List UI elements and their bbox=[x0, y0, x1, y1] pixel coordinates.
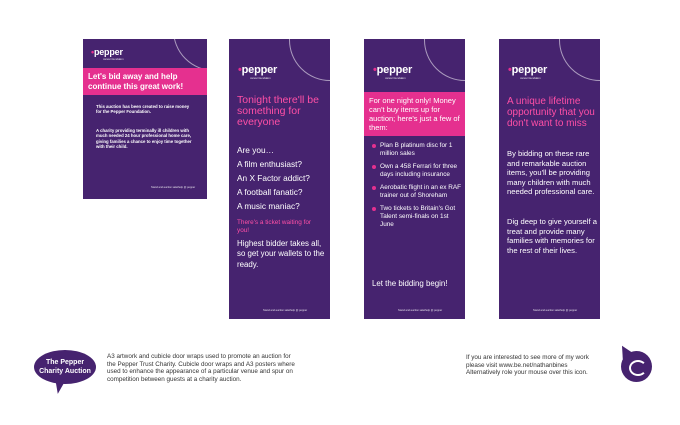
closing-text: Highest bidder takes all, so get your wallets to the ready. bbox=[237, 239, 325, 269]
poster-footer: Stand and auction sale/help @ pepper bbox=[533, 309, 578, 312]
poster-headline: Let's bid away and help continue this great work! bbox=[83, 68, 207, 95]
decorative-arc bbox=[289, 39, 330, 81]
project-title-bubble bbox=[34, 350, 96, 384]
portfolio-line-3: Alternatively role your mouse over this icon. bbox=[466, 369, 588, 377]
pepper-logo: •pepper cancer foundation bbox=[91, 47, 124, 61]
portfolio-info bbox=[466, 354, 626, 377]
poster-body-1: By bidding on these rare and remarkable auction items, you'll be providing many children with much needed professional care. bbox=[507, 149, 595, 197]
poster-headline: For one night only! Money can't buy items up for auction; here's just a few of them: bbox=[364, 92, 465, 136]
question-xfactor: An X Factor addict? bbox=[237, 173, 310, 183]
decorative-arc bbox=[424, 39, 465, 81]
question-football: A football fanatic? bbox=[237, 187, 303, 197]
auction-item: Aerobatic flight in an ex RAF trainer out of Shoreham bbox=[372, 184, 462, 200]
ticket-text: There's a ticket waiting for you! bbox=[237, 219, 312, 234]
auction-item: Two tickets to Britain's Got Talent semi-finals on 1st June bbox=[372, 205, 462, 229]
poster-a3 bbox=[83, 39, 207, 199]
question-film: A film enthusiast? bbox=[237, 159, 303, 169]
poster-footer: Stand and auction sale/help @ pepper bbox=[263, 309, 308, 312]
door-wrap-2 bbox=[364, 39, 465, 319]
pepper-logo: •pepper cancer foundation bbox=[508, 64, 548, 80]
poster-headline: A unique lifetime opportunity that you don't want to miss bbox=[507, 96, 595, 129]
auction-item: Plan B platinum disc for 1 million sales bbox=[372, 142, 462, 158]
closing-text: Let the bidding begin! bbox=[372, 279, 448, 288]
project-description: A3 artwork and cubicle door wraps used to promote an auction for the Pepper Trust Charity. Cubicle door wraps and A3 posters where used to enhance the appearance of a particular venue and spur on competition between guests at a charity auction. bbox=[107, 353, 295, 383]
c-logo-icon bbox=[629, 360, 647, 376]
poster-body-1: This auction has been created to raise money for the Pepper Foundation. bbox=[96, 104, 190, 115]
poster-headline: Tonight there'll be something for everyone bbox=[237, 94, 319, 128]
auction-item: Own a 458 Ferrari for three days including insurance bbox=[372, 163, 462, 179]
pepper-logo: •pepper cancer foundation bbox=[238, 64, 278, 80]
portfolio-link-icon[interactable] bbox=[621, 351, 652, 382]
portfolio-link[interactable]: please visit www.be.net/nathanbines bbox=[466, 361, 568, 369]
poster-body-2: Dig deep to give yourself a treat and provide many families with memories for the rest of their lives. bbox=[507, 217, 597, 255]
decorative-arc bbox=[559, 39, 600, 81]
decorative-arc bbox=[173, 39, 207, 71]
portfolio-line-1: If you are interested to see more of my work bbox=[466, 354, 589, 361]
poster-body-2: A charity providing terminally ill children with much needed 24 hour professional home care, giving families a chance to enjoy time together with their child. bbox=[96, 128, 192, 149]
poster-footer: Stand and auction sale/help @ pepper bbox=[151, 186, 196, 189]
auction-items-list bbox=[372, 142, 462, 234]
pepper-logo: •pepper cancer foundation bbox=[373, 64, 413, 80]
question-music: A music maniac? bbox=[237, 201, 300, 211]
door-wrap-3 bbox=[499, 39, 600, 319]
project-title: The Pepper Charity Auction bbox=[39, 359, 91, 375]
door-wrap-1 bbox=[229, 39, 330, 319]
question-intro: Are you… bbox=[237, 145, 274, 155]
poster-footer: Stand and auction sale/help @ pepper bbox=[398, 309, 443, 312]
